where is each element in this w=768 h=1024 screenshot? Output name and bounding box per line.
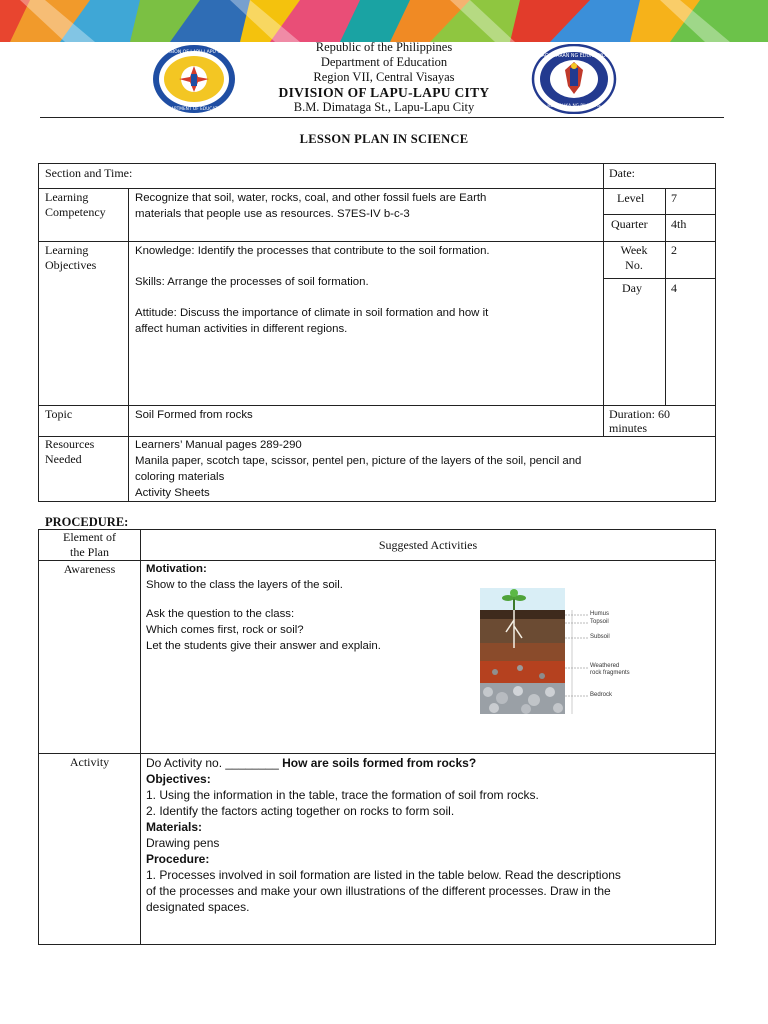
division-line: DIVISION OF LAPU-LAPU CITY — [278, 85, 490, 100]
activity-intro: Do Activity no. ________ — [146, 756, 283, 770]
quarter-label: Quarter — [611, 217, 648, 231]
motivation-line: Which comes first, rock or soil? — [146, 624, 304, 636]
label-line: Learning — [45, 190, 89, 204]
activity-intro-line — [146, 755, 621, 771]
label-line: Objectives — [45, 258, 97, 272]
objectives-title: Objectives: — [146, 772, 211, 786]
quarter-value: 4th — [671, 217, 687, 231]
activity-objective: 2. Identify the factors acting together on rocks to form soil. — [146, 804, 455, 818]
learning-competency-text — [135, 190, 486, 222]
learning-objectives-text — [135, 243, 490, 337]
materials-title: Materials: — [146, 820, 203, 834]
section-time-label: Section and Time: — [45, 166, 133, 180]
table-border — [665, 188, 666, 405]
duration-label-text: Duration: — [609, 407, 655, 421]
resources-text — [135, 437, 581, 501]
letterhead — [0, 40, 768, 115]
table-border — [128, 188, 129, 501]
week-label — [606, 243, 662, 273]
text-line: materials that people use as resources. S7ES-IV b-c-3 — [135, 208, 410, 220]
motivation-line: Ask the question to the class: — [146, 608, 295, 620]
table-border — [38, 163, 716, 164]
level-label: Level — [617, 191, 645, 205]
duration-unit: minutes — [609, 421, 647, 435]
table-border — [603, 278, 716, 279]
svg-text:REPUBLIKA NG PILIPINAS: REPUBLIKA NG PILIPINAS — [547, 104, 601, 109]
procedure-step: of the processes and make your own illustrations of the different processes. Draw in the — [146, 884, 611, 898]
document-title: LESSON PLAN IN SCIENCE — [299, 132, 469, 146]
resources-label — [45, 437, 94, 467]
table-border — [140, 529, 141, 944]
topic-label: Topic — [45, 407, 73, 421]
table-border — [38, 405, 716, 406]
learning-objectives-label — [45, 243, 96, 273]
label-line: Resources — [45, 437, 95, 451]
awareness-label: Awareness — [63, 562, 116, 576]
table-border — [38, 529, 39, 944]
header-divider — [40, 117, 724, 118]
decorative-banner — [0, 0, 768, 42]
objective-knowledge: Knowledge: Identify the processes that contribute to the soil formation. — [135, 245, 490, 257]
soil-label-topsoil: Topsoil — [590, 619, 609, 625]
table-border — [38, 944, 716, 945]
materials-value: Drawing pens — [146, 836, 220, 850]
activity-question: How are soils formed from rocks? — [282, 756, 477, 770]
address-line: B.M. Dimataga St., Lapu-Lapu City — [293, 100, 475, 114]
level-value: 7 — [671, 191, 677, 205]
table-border — [38, 241, 716, 242]
procedure-step: 1. Processes involved in soil formation are listed in the table below. Read the descriptions — [146, 868, 621, 882]
table-border — [715, 529, 716, 944]
day-value: 4 — [671, 281, 677, 295]
soil-label-humus: Humus — [590, 611, 610, 617]
resource-line: Manila paper, scotch tape, scissor, pentel pen, picture of the layers of the soil, pencil and — [135, 455, 582, 467]
header-line: Element of — [63, 530, 116, 544]
label-line: Week — [620, 243, 648, 257]
table-border — [715, 163, 716, 501]
resource-line: Learners’ Manual pages 289-290 — [135, 439, 302, 451]
label-line: Competency — [45, 205, 106, 219]
table-border — [603, 214, 716, 215]
soil-label-weathered: Weathered — [590, 663, 620, 669]
objective-skills: Skills: Arrange the processes of soil formation. — [135, 276, 369, 288]
motivation-text — [146, 561, 381, 654]
suggested-activities-header: Suggested Activities — [378, 538, 478, 552]
soil-layers-image — [480, 588, 660, 714]
week-value: 2 — [671, 243, 677, 257]
activity-label: Activity — [69, 755, 110, 769]
table-border — [38, 163, 39, 501]
duration-label — [609, 407, 670, 422]
learning-competency-label — [45, 190, 106, 220]
header-line: the Plan — [70, 545, 109, 559]
label-line: Needed — [45, 452, 82, 466]
soil-label-bedrock: Bedrock — [590, 692, 613, 698]
motivation-line: Let the students give their answer and explain. — [146, 640, 381, 652]
motivation-title: Motivation: — [146, 563, 207, 575]
date-label: Date: — [609, 166, 635, 180]
topic-value: Soil Formed from rocks — [135, 409, 253, 421]
duration-value: 60 — [658, 407, 670, 421]
table-border — [603, 163, 604, 436]
department-line: Department of Education — [320, 55, 448, 69]
soil-label-subsoil: Subsoil — [590, 634, 610, 640]
svg-text:KAGAWARAN NG EDUKASYON: KAGAWARAN NG EDUKASYON — [538, 54, 610, 59]
resource-line: coloring materials — [135, 471, 225, 483]
procedure-title: Procedure: — [146, 852, 210, 866]
procedure-heading: PROCEDURE: — [45, 515, 129, 529]
table-border — [38, 501, 716, 502]
objective-attitude: affect human activities in different regions. — [135, 323, 348, 335]
text-line: Recognize that soil, water, rocks, coal, and other fossil fuels are Earth — [135, 192, 487, 204]
resource-line: Activity Sheets — [135, 487, 210, 499]
soil-label-rock-fragments: rock fragments — [590, 670, 630, 676]
objective-attitude: Attitude: Discuss the importance of climate in soil formation and how it — [135, 307, 489, 319]
svg-text:DEPARTMENT OF EDUCATION: DEPARTMENT OF EDUCATION — [162, 107, 226, 112]
republic-line: Republic of the Philippines — [315, 40, 453, 54]
activity-text — [146, 755, 621, 915]
label-line: Learning — [45, 243, 89, 257]
element-header — [39, 530, 140, 560]
region-line: Region VII, Central Visayas — [313, 70, 455, 84]
svg-text:DIVISION OF LAPU-LAPU CITY: DIVISION OF LAPU-LAPU CITY — [160, 50, 228, 55]
procedure-step: designated spaces. — [146, 900, 250, 914]
day-label: Day — [622, 281, 642, 295]
activity-objective: 1. Using the information in the table, trace the formation of soil from rocks. — [146, 788, 539, 802]
label-line: No. — [625, 258, 643, 272]
motivation-line: Show to the class the layers of the soil. — [146, 579, 343, 591]
table-border — [38, 188, 716, 189]
